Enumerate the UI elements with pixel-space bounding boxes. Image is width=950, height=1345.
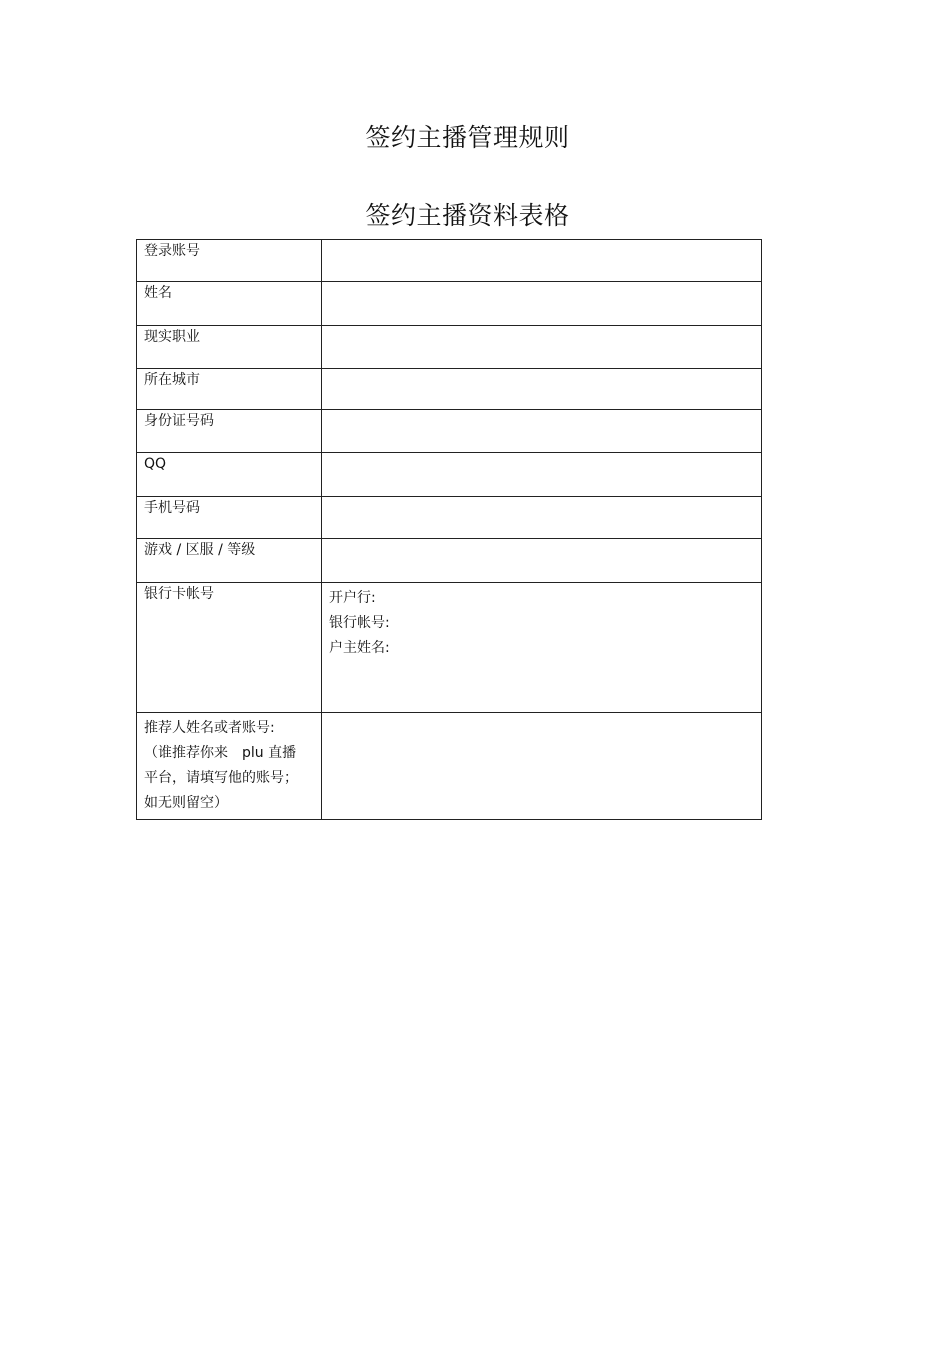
field-value[interactable] [322, 369, 762, 410]
field-value[interactable] [322, 326, 762, 369]
field-label: 所在城市 [137, 369, 322, 410]
field-value[interactable] [322, 410, 762, 453]
table-row [137, 410, 762, 453]
table-row [137, 326, 762, 369]
bank-info-cell[interactable] [322, 583, 762, 713]
field-value[interactable] [322, 282, 762, 326]
field-note: 如无则留空） [144, 795, 228, 811]
anchor-info-table [136, 239, 762, 820]
field-label: 游戏 / 区服 / 等级 [137, 539, 322, 583]
table-row [137, 282, 762, 326]
account-holder-label: 户主姓名: [329, 640, 390, 656]
field-note: 平台，请填写他的账号； [144, 770, 298, 786]
table-row [137, 583, 762, 713]
form-title: 签约主播资料表格 [365, 201, 570, 230]
document-title: 签约主播管理规则 [365, 123, 570, 152]
field-note: （谁推荐你来 plu 直播 [144, 745, 297, 761]
field-value[interactable] [322, 240, 762, 282]
field-label: 银行卡帐号 [137, 583, 322, 713]
table-row [137, 369, 762, 410]
field-label: 登录账号 [137, 240, 322, 282]
field-label: 推荐人姓名或者账号: [144, 720, 275, 736]
table-row [137, 713, 762, 820]
field-label: 手机号码 [137, 497, 322, 539]
field-value[interactable] [322, 539, 762, 583]
table-row [137, 497, 762, 539]
referrer-label-cell [137, 713, 322, 820]
field-value[interactable] [322, 453, 762, 497]
field-value[interactable] [322, 713, 762, 820]
field-label: 现实职业 [137, 326, 322, 369]
field-label: 身份证号码 [137, 410, 322, 453]
bank-account-label: 银行帐号: [329, 615, 390, 631]
field-label: 姓名 [137, 282, 322, 326]
table-row [137, 539, 762, 583]
bank-name-label: 开户行: [329, 590, 376, 606]
table-row [137, 453, 762, 497]
table-row [137, 240, 762, 282]
field-label: QQ [137, 453, 322, 497]
field-value[interactable] [322, 497, 762, 539]
